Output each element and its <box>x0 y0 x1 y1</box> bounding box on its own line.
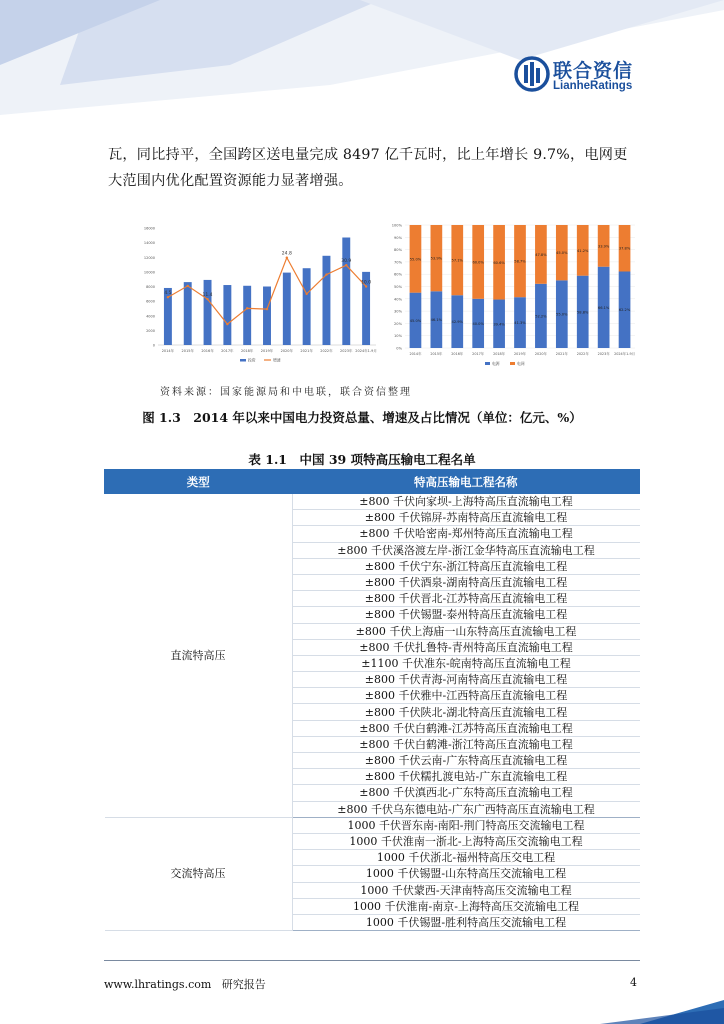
y-tick-label: 16000 <box>143 226 155 231</box>
project-cell: ±800 千伏扎鲁特-青州特高压直流输电工程 <box>292 639 640 655</box>
bar <box>184 282 192 345</box>
y-tick-label: 90% <box>394 235 402 240</box>
y-tick-label: 8000 <box>146 285 155 289</box>
x-tick-label: 2019年 <box>260 349 274 353</box>
legend-label: 投资 <box>248 357 256 363</box>
bar <box>223 285 231 345</box>
data-label: 47.8% <box>535 252 547 257</box>
project-cell: 1000 千伏晋东南-南阳-荆门特高压交流输电工程 <box>292 817 640 833</box>
data-label: 46.1% <box>430 318 443 323</box>
x-tick-label: 2022年 <box>320 349 333 353</box>
data-label: 24.8 <box>281 251 292 257</box>
share-chart <box>385 220 640 370</box>
data-label: 66.1% <box>597 305 610 310</box>
data-label: 41.3% <box>514 321 526 326</box>
data-label: 4.5 <box>164 291 172 297</box>
data-label: 45.0% <box>556 251 568 256</box>
project-cell: 1000 千伏锡盟-山东特高压交流输电工程 <box>292 866 640 882</box>
y-tick-label: 10% <box>394 334 402 339</box>
project-cell: 1000 千伏淮南-南京-上海特高压交流输电工程 <box>292 898 640 914</box>
x-tick-label: 2014年 <box>409 352 422 356</box>
x-tick-label: 2017年 <box>472 352 485 356</box>
project-cell: 1000 千伏锡盟-胜利特高压交流输电工程 <box>292 914 640 930</box>
table-caption: 表 1.1 中国 39 项特高压输电工程名单 <box>248 452 476 467</box>
x-tick-label: 2021年 <box>300 349 313 353</box>
project-cell: ±800 千伏白鹤滩-江苏特高压直流输电工程 <box>292 720 640 736</box>
data-label: 30.9 <box>341 259 352 265</box>
figure-caption: 图 1.3 2014 年以来中国电力投资总量、增速及占比情况（单位：亿元、%） <box>142 410 582 425</box>
y-tick-label: 0% <box>396 346 402 351</box>
y-tick-label: 20% <box>394 321 402 326</box>
growth-point <box>365 285 367 287</box>
x-tick-label: 2015年 <box>181 349 194 353</box>
data-label: 33.9% <box>597 244 610 249</box>
logo-english-name: LianheRatings <box>553 80 633 92</box>
data-label: 39.4% <box>493 322 505 327</box>
growth-point <box>167 296 169 298</box>
project-cell: ±800 千伏陕北-湖北特高压直流输电工程 <box>292 704 640 720</box>
legend-label: 增速 <box>273 357 281 363</box>
investment-chart <box>140 220 380 365</box>
x-tick-label: 2021年 <box>555 352 568 356</box>
bar <box>342 238 350 345</box>
table-row <box>105 817 640 833</box>
data-label: 45.0% <box>409 318 422 323</box>
data-label: 41.2% <box>577 248 589 253</box>
project-cell: ±800 千伏溪洛渡左岸-浙江金华特高压直流输电工程 <box>292 542 640 558</box>
x-tick-label: 2022年 <box>576 352 589 356</box>
logo-mark-icon <box>514 56 550 92</box>
data-label: 60.0% <box>472 260 484 265</box>
data-label: 40.0% <box>472 321 484 326</box>
data-label: 58.8% <box>577 310 589 315</box>
project-cell: ±800 千伏上海庙一山东特高压直流输电工程 <box>292 623 640 639</box>
x-tick-label: 2024年1-9月 <box>614 352 636 356</box>
data-label: 55.0% <box>556 312 568 317</box>
header-project-name: 特高压输电工程名称 <box>292 470 640 494</box>
legend-label: 电源 <box>492 361 500 366</box>
project-cell: ±800 千伏滇西北-广东特高压直流输电工程 <box>292 785 640 801</box>
x-tick-label: 2020年 <box>534 352 547 356</box>
data-label: 37.8% <box>618 246 631 251</box>
growth-point <box>266 308 268 310</box>
y-tick-label: 2000 <box>146 328 155 333</box>
data-label: 10.0 <box>361 280 372 286</box>
project-cell: ±800 千伏酒泉-湖南特高压直流输电工程 <box>292 574 640 590</box>
x-tick-label: 2014年 <box>161 349 175 353</box>
x-tick-label: 2018年 <box>493 352 506 356</box>
y-tick-label: 80% <box>394 248 402 253</box>
project-cell: ±800 千伏锡盟-泰州特高压直流输电工程 <box>292 607 640 623</box>
footer-left <box>104 976 266 992</box>
bar <box>243 286 251 345</box>
type-cell: 交流特高压 <box>105 817 293 930</box>
x-tick-label: 2024年1-9月 <box>355 349 377 353</box>
growth-point <box>325 273 327 275</box>
data-label: 60.6% <box>493 260 505 265</box>
project-cell: ±800 千伏哈密南-郑州特高压直流输电工程 <box>292 526 640 542</box>
project-cell: ±800 千伏糯扎渡电站-广东直流输电工程 <box>292 769 640 785</box>
table-row <box>105 494 640 510</box>
x-tick-label: 2016年 <box>201 349 214 353</box>
body-paragraph: 瓦，同比持平，全国跨区送电量完成 8497 亿千瓦时，比上年增长 9.7%，电网更大范围内优化配置资源能力显著增强。 <box>108 147 628 189</box>
data-label: 58.7% <box>514 259 526 264</box>
y-tick-label: 14000 <box>143 241 155 246</box>
project-cell: ±800 千伏向家坝-上海特高压直流输电工程 <box>292 494 640 510</box>
bar <box>204 280 212 345</box>
x-tick-label: 2023年 <box>597 352 610 356</box>
growth-point <box>187 285 189 287</box>
project-cell: ±800 千伏锦屏-苏南特高压直流输电工程 <box>292 510 640 526</box>
data-label: 62.2% <box>618 308 631 313</box>
x-tick-label: 2023年 <box>340 349 353 353</box>
growth-point <box>305 293 307 295</box>
footer-decoration <box>600 1000 724 1024</box>
y-tick-label: 40% <box>394 297 402 302</box>
uhv-project-table <box>104 469 640 931</box>
type-cell: 直流特高压 <box>105 494 293 818</box>
y-tick-label: 60% <box>394 272 402 277</box>
project-cell: ±800 千伏乌东德电站-广东广西特高压直流输电工程 <box>292 801 640 817</box>
y-tick-label: 10000 <box>143 270 155 275</box>
project-cell: ±800 千伏青海-河南特高压直流输电工程 <box>292 672 640 688</box>
growth-point <box>286 256 288 258</box>
y-tick-label: 0 <box>152 343 155 348</box>
data-label: 52.2% <box>535 314 547 319</box>
project-cell: 1000 千伏蒙西-天津南特高压交流输电工程 <box>292 882 640 898</box>
y-tick-label: 6000 <box>146 299 155 304</box>
footer-site: www.lhratings.com <box>104 978 212 991</box>
x-tick-label: 2019年 <box>513 352 527 356</box>
project-cell: ±800 千伏晋北-江苏特高压直流输电工程 <box>292 591 640 607</box>
project-cell: 1000 千伏浙北-福州特高压交电工程 <box>292 850 640 866</box>
bar <box>283 273 291 345</box>
bar <box>322 256 330 345</box>
x-tick-label: 2016年 <box>451 352 464 356</box>
data-label: 55.0% <box>409 257 422 262</box>
y-tick-label: 70% <box>394 260 402 265</box>
footer-label: 研究报告 <box>221 978 266 991</box>
project-cell: ±800 千伏雅中-江西特高压直流输电工程 <box>292 688 640 704</box>
growth-point <box>246 307 248 309</box>
page-number: 4 <box>630 976 637 989</box>
x-tick-label: 2020年 <box>280 349 294 353</box>
data-label: 11.4 <box>202 293 213 299</box>
y-tick-label: 50% <box>394 285 402 289</box>
growth-point <box>206 298 208 300</box>
y-tick-label: 30% <box>394 309 402 314</box>
project-cell: 1000 千伏淮南一浙北-上海特高压交流输电工程 <box>292 833 640 849</box>
logo-chinese-name: 联合资信 <box>553 60 634 82</box>
company-logo <box>512 52 642 98</box>
legend-swatch-grid <box>510 362 515 365</box>
legend-label: 电网 <box>517 361 525 366</box>
legend-swatch-bar <box>240 359 246 362</box>
project-cell: ±800 千伏云南-广东特高压直流输电工程 <box>292 753 640 769</box>
project-cell: ±800 千伏白鹤滩-浙江特高压直流输电工程 <box>292 736 640 752</box>
y-tick-label: 12000 <box>143 255 155 260</box>
y-tick-label: 4000 <box>146 314 155 319</box>
data-label: 53.9% <box>430 256 443 261</box>
footer-divider <box>104 960 640 961</box>
bar <box>303 268 311 345</box>
bar <box>263 287 271 346</box>
header-type: 类型 <box>105 470 293 494</box>
project-cell: ±800 千伏宁东-浙江特高压直流输电工程 <box>292 558 640 574</box>
data-label: 42.9% <box>451 320 463 325</box>
growth-point <box>226 323 228 325</box>
x-tick-label: 2017年 <box>221 349 234 353</box>
y-tick-label: 100% <box>391 223 402 228</box>
x-tick-label: 2015年 <box>430 352 443 356</box>
project-cell: ±1100 千伏准东-皖南特高压直流输电工程 <box>292 655 640 671</box>
legend-swatch-source <box>485 362 490 365</box>
x-tick-label: 2018年 <box>240 349 254 353</box>
figure-source: 资料来源：国家能源局和中电联，联合资信整理 <box>160 387 412 398</box>
growth-point <box>345 264 347 266</box>
data-label: 57.1% <box>451 258 463 263</box>
